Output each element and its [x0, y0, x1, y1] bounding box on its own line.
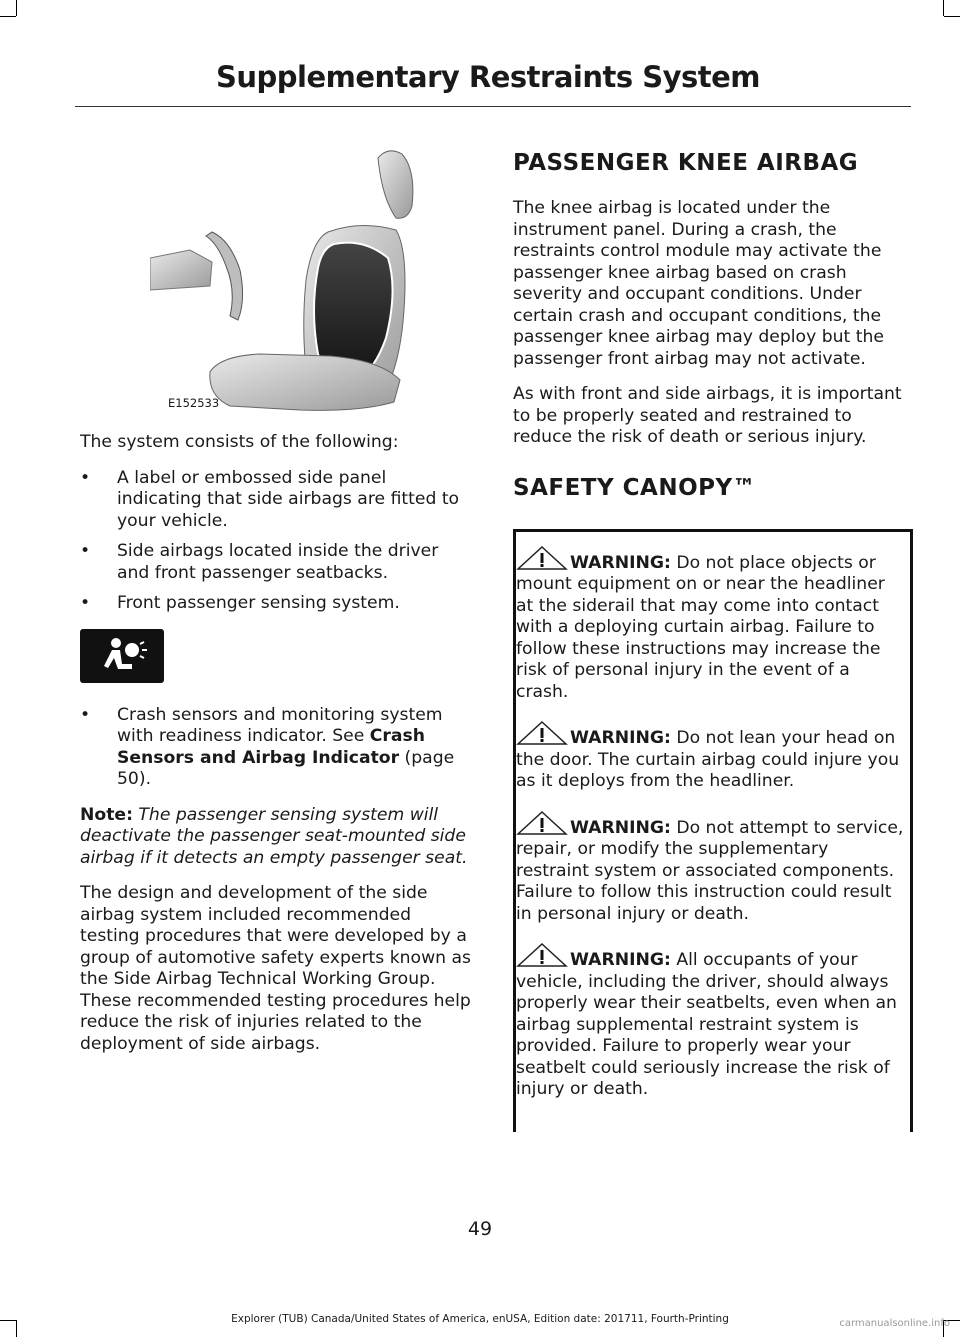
- warning-item: [516, 721, 910, 793]
- left-column: [80, 140, 475, 1069]
- cross-reference-link[interactable]: Crash Sensors and Airbag Indicator: [117, 726, 425, 768]
- warning-box: [513, 529, 913, 1132]
- footer-edition: Explorer (TUB) Canada/United States of America, enUSA, Edition date: 201711, Fourth-Printing: [231, 1313, 729, 1325]
- intro-text: The system consists of the following:: [80, 432, 399, 452]
- note: [80, 805, 475, 870]
- airbag-warning-icon: [80, 629, 164, 683]
- warning-triangle-icon: [516, 943, 568, 967]
- crash-prefix: Crash sensors and monitoring system with readiness indicator. See: [117, 704, 443, 746]
- warning-text: Do not lean your head on the door. The curtain airbag could injure you as it deploys from the headliner.: [516, 728, 900, 791]
- watermark: carmanualsonline.info: [839, 1318, 950, 1329]
- warning-triangle-icon: [516, 721, 568, 745]
- seat-side-airbag-figure: [150, 140, 466, 416]
- side-airbag-paragraph: The design and development of the side airbag system included recommended testing procedures that were developed by a group of automotive safety experts known as the Side Airbag Technical Working Group. These recommended testing procedures help reduce the risk of injuries related to the deployment of side airbags.: [80, 883, 471, 1054]
- crop-mark: [0, 16, 16, 17]
- knee-paragraph-1: The knee airbag is located under the instrument panel. During a crash, the restraints control module may activate the passenger knee airbag based on crash severity and occupant conditions. Under certain crash and occupant conditions, the passenger knee airbag may deploy but the passenger front airbag may not activate.: [513, 198, 884, 369]
- warning-label: WARNING:: [570, 552, 671, 573]
- warning-text: Do not place objects or mount equipment on or near the headliner at the siderail that may come into contact with a deploying curtain airbag. Failure to follow these instructions may increase the risk of personal injury in the event of a crash.: [516, 552, 885, 702]
- list-item: • Front passenger sensing system.: [80, 593, 475, 615]
- crash-sensor-list: [80, 705, 475, 791]
- note-label: Note:: [80, 804, 133, 825]
- warning-item: [516, 546, 910, 704]
- list-item: • A label or embossed side panel indicating that side airbags are fitted to your vehicle.: [80, 468, 475, 533]
- crash-suffix: (page 50).: [117, 747, 455, 789]
- knee-paragraph-2: As with front and side airbags, it is important to be properly seated and restrained to reduce the risk of death or serious injury.: [513, 384, 902, 447]
- header-rule: [75, 106, 911, 107]
- right-column: [513, 140, 913, 1132]
- crop-mark: [944, 16, 960, 17]
- warning-text: All occupants of your vehicle, including the driver, should always properly wear their seatbelts, even when an airbag supplemental restraint system is provided. Failure to properly wear your seatbelt could seriously increase the risk of injury or death.: [516, 950, 897, 1099]
- component-list: [80, 468, 475, 615]
- figure-code: E152533: [168, 396, 220, 410]
- page-title: Supplementary Restraints System: [215, 60, 760, 94]
- crop-mark: [16, 0, 17, 16]
- seat-illustration: [150, 140, 466, 416]
- page-number: 49: [467, 1218, 493, 1240]
- warning-label: WARNING:: [570, 817, 671, 838]
- list-item: • Side airbags located inside the driver and front passenger seatbacks.: [80, 541, 475, 584]
- section-heading-safety-canopy: SAFETY CANOPY™: [513, 474, 757, 501]
- note-text: The passenger sensing system will deactivate the passenger seat-mounted side airbag if it detects an empty passenger seat.: [80, 804, 468, 868]
- warning-triangle-icon: [516, 546, 568, 570]
- section-heading-knee-airbag: PASSENGER KNEE AIRBAG: [513, 150, 859, 176]
- warning-item: [516, 811, 910, 926]
- crop-mark: [943, 0, 944, 16]
- warning-label: WARNING:: [570, 950, 671, 970]
- warning-text: Do not attempt to service, repair, or modify the supplementary restraint system or associated components. Failure to follow this instruction could result in personal injury or death.: [516, 817, 904, 924]
- warning-item: [516, 943, 910, 1101]
- warning-triangle-icon: [516, 811, 568, 835]
- list-item: [80, 705, 475, 791]
- warning-label: WARNING:: [570, 728, 671, 748]
